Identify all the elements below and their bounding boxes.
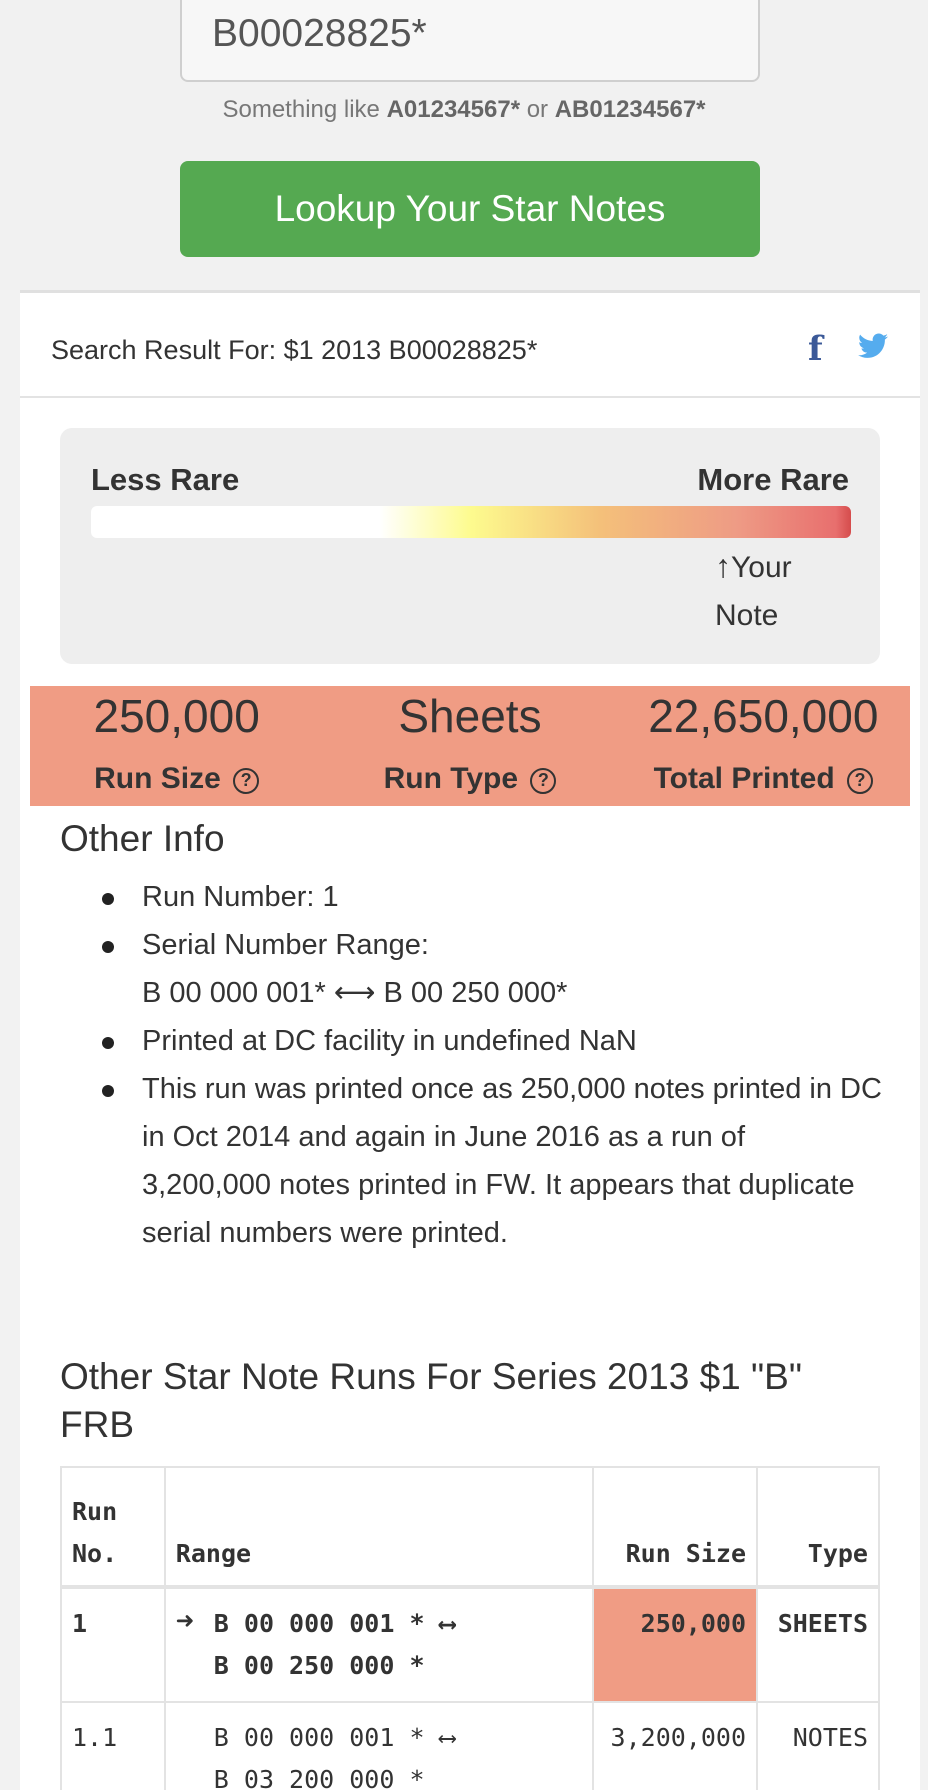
- list-item: Printed at DC facility in undefined NaN: [102, 1017, 882, 1065]
- list-item: [102, 921, 882, 1017]
- hint-example-2: AB01234567*: [554, 96, 706, 123]
- stat-label: [617, 762, 910, 796]
- col-range: Range: [165, 1467, 593, 1587]
- rarity-gradient-bar: [91, 506, 851, 538]
- range-start: B 00 000 001 *: [213, 1723, 425, 1752]
- col-type: Type: [757, 1467, 879, 1587]
- stat-label-text: Total Printed: [653, 762, 835, 795]
- right-arrow-icon: ➜: [175, 1604, 194, 1639]
- left-right-arrow-icon: ⟷: [333, 977, 376, 1009]
- lookup-button[interactable]: Lookup Your Star Notes: [180, 161, 760, 257]
- serial-range-start: B 00 000 001*: [142, 977, 326, 1009]
- your-note-line1: Your: [731, 551, 792, 584]
- less-rare-label: Less Rare: [91, 462, 240, 497]
- result-header: [20, 293, 920, 398]
- stat-run-type: [323, 686, 616, 806]
- table-header-row: [61, 1467, 879, 1587]
- stat-total-printed: [617, 686, 910, 806]
- other-info-list: [102, 873, 882, 1257]
- facebook-icon[interactable]: f: [808, 329, 823, 369]
- range-end: B 00 250 000 *: [213, 1651, 425, 1680]
- col-run-size: Run Size: [593, 1467, 757, 1587]
- cell-run-no: 1.1: [61, 1702, 165, 1790]
- range-start: B 00 000 001 *: [213, 1609, 425, 1638]
- list-item: This run was printed once as 250,000 notes printed in DC in Oct 2014 and again in June 2016 as a run of 3,200,000 notes printed in FW. It appears that duplicate serial numbers were printed.: [102, 1065, 882, 1257]
- table-row[interactable]: [61, 1702, 879, 1790]
- search-area: [0, 0, 928, 290]
- up-arrow-icon: ↑: [715, 548, 731, 584]
- other-info-heading: Other Info: [60, 818, 225, 859]
- help-icon[interactable]: ?: [530, 768, 556, 794]
- your-note-marker: [715, 542, 792, 640]
- cell-range: [165, 1587, 593, 1702]
- range-end: B 03 200 000 *: [213, 1765, 425, 1790]
- hint-prefix: Something like: [222, 96, 387, 123]
- result-title: Search Result For: $1 2013 B00028825*: [51, 335, 538, 365]
- rarity-meter: [60, 428, 880, 664]
- cell-type: SHEETS: [757, 1587, 879, 1702]
- search-hint: [0, 96, 928, 124]
- stat-label-text: Run Type: [383, 762, 519, 795]
- twitter-icon[interactable]: [858, 333, 888, 364]
- your-note-line2: Note: [715, 599, 779, 632]
- left-right-arrow-icon: ⟷: [439, 1723, 455, 1752]
- stat-value: 22,650,000: [648, 690, 879, 742]
- stat-value: 250,000: [93, 690, 260, 742]
- header-text: No.: [72, 1539, 118, 1568]
- cell-run-size: 250,000: [593, 1587, 757, 1702]
- cell-type: NOTES: [757, 1702, 879, 1790]
- header-text: Run: [72, 1497, 118, 1526]
- cell-run-no: 1: [61, 1587, 165, 1702]
- stat-label: [323, 762, 616, 796]
- serial-search-input[interactable]: B00028825*: [180, 0, 760, 82]
- stat-label: [30, 762, 323, 796]
- hint-example-1: A01234567*: [386, 96, 521, 123]
- stats-band: [30, 686, 910, 806]
- left-right-arrow-icon: ⟷: [439, 1609, 455, 1638]
- serial-range-label: Serial Number Range:: [142, 929, 429, 961]
- cell-range: [165, 1702, 593, 1790]
- stat-run-size: [30, 686, 323, 806]
- more-rare-label: More Rare: [697, 462, 849, 497]
- stat-label-text: Run Size: [94, 762, 221, 795]
- other-runs-heading: Other Star Note Runs For Series 2013 $1 "B" FRB: [60, 1356, 802, 1445]
- cell-run-size: 3,200,000: [593, 1702, 757, 1790]
- stat-value: Sheets: [398, 690, 542, 742]
- help-icon[interactable]: ?: [233, 768, 259, 794]
- col-run-no: [61, 1467, 165, 1587]
- table-row[interactable]: [61, 1587, 879, 1702]
- help-icon[interactable]: ?: [847, 768, 873, 794]
- result-card: [20, 290, 920, 1790]
- list-item: Run Number: 1: [102, 873, 882, 921]
- serial-range-end: B 00 250 000*: [383, 977, 568, 1009]
- hint-or: or: [520, 96, 555, 123]
- runs-table: [60, 1466, 880, 1790]
